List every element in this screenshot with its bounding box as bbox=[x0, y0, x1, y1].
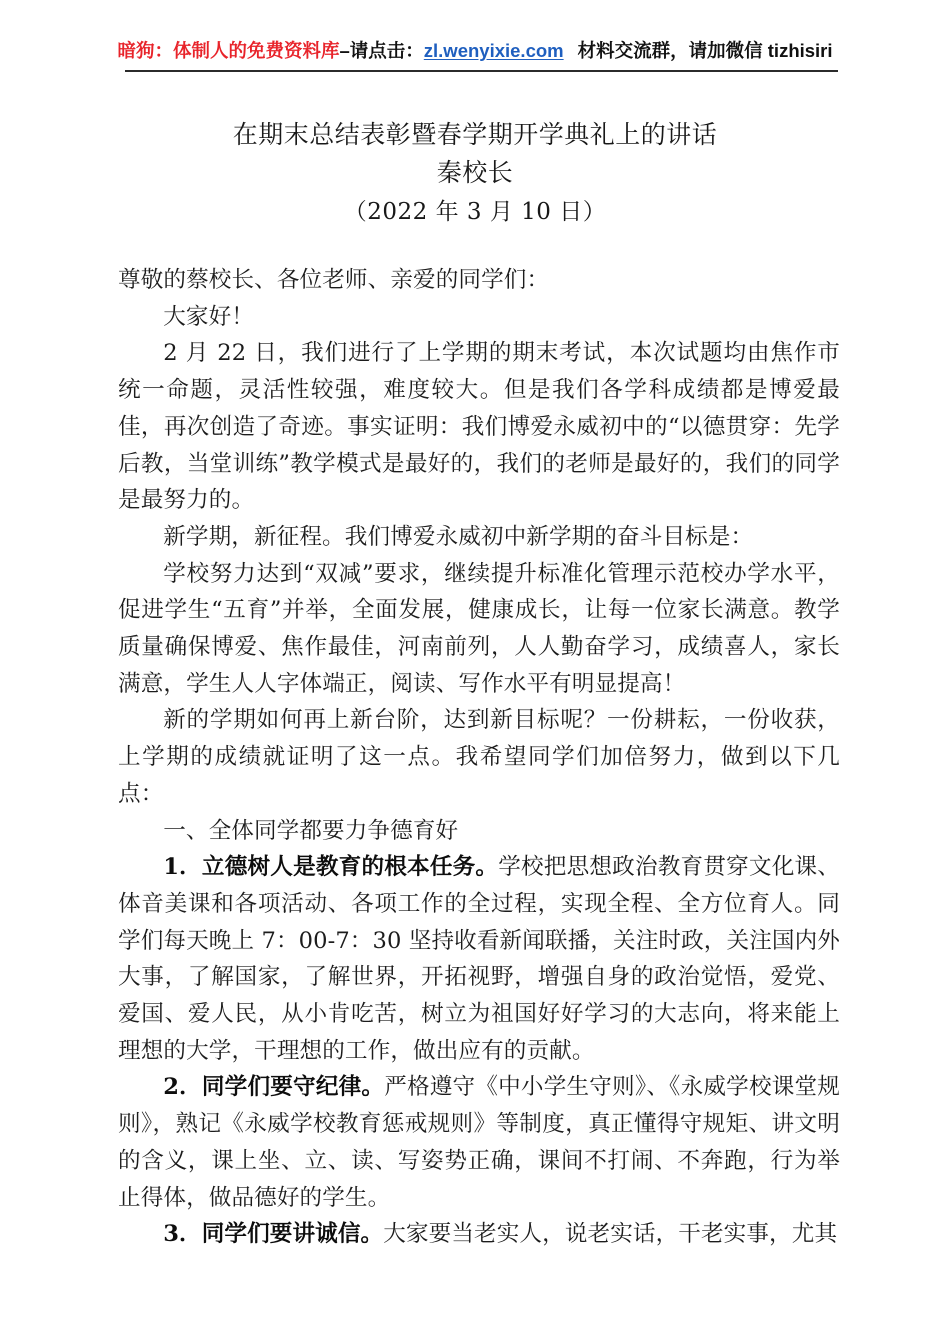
paragraph-exam-results: 2 月 22 日，我们进行了上学期的期末考试，本次试题均由焦作市统一命题，灵活性较强，难度较大。但是我们各学科成绩都是博爱最佳，再次创造了奇迹。事实证明：我们博爱永威初中的“以德贯穿：先学后教，当堂训练”教学模式是最好的，我们的老师是最好的，我们的同学是最努力的。 bbox=[118, 340, 840, 514]
paragraph-item-2 bbox=[118, 1069, 840, 1216]
paragraph-salutation: 尊敬的蔡校长、各位老师、亲爱的同学们： bbox=[118, 267, 550, 293]
section-heading-one: 一、全体同学都要力争德育好 bbox=[163, 817, 459, 844]
item-1-heading: 1．立德树人是教育的根本任务。 bbox=[163, 854, 499, 881]
item-3-text: 大家要当老实人，说老实话，干老实事，尤其 bbox=[383, 1221, 838, 1248]
document-date: （2022 年 3 月 10 日） bbox=[343, 199, 607, 225]
promo-red-text: 暗狗：体制人的免费资料库 bbox=[117, 40, 340, 61]
paragraph-how-to-improve: 新的学期如何再上新台阶，达到新目标呢？一份耕耘，一份收获，上学期的成绩就证明了这一点。我希望同学们加倍努力，做到以下几点： bbox=[118, 707, 840, 807]
item-2-heading: 2．同学们要守纪律。 bbox=[163, 1074, 385, 1101]
promo-link[interactable]: zl.wenyixie.com bbox=[423, 40, 564, 61]
item-3-heading: 3．同学们要讲诚信。 bbox=[163, 1221, 384, 1248]
paragraph-item-3 bbox=[118, 1216, 840, 1253]
document-author: 秦校长 bbox=[436, 158, 514, 187]
promo-banner bbox=[0, 38, 950, 64]
page-title: 在期末总结表彰暨春学期开学典礼上的讲话 bbox=[232, 120, 718, 149]
paragraph-greeting: 大家好！ bbox=[163, 303, 254, 330]
document-body bbox=[118, 262, 840, 1253]
promo-prompt-text: –请点击： bbox=[339, 40, 424, 61]
item-1-text: 学校把思想政治教育贯穿文化课、体音美课和各项活动、各项工作的全过程，实现全程、全方位育人。同学们每天晚上 7：00-7：30 坚持收看新闻联播，关注时政，关注国内外大事，了解国家，了解世界，开拓视野，增强自身的政治觉悟，爱党、爱国、爱人民，从小肯吃苦，树立为祖国好好学习的大志向，将来能上理想的大学，干理想的工作，做出应有的贡献。 bbox=[118, 854, 840, 1064]
paragraph-item-1 bbox=[118, 849, 840, 1069]
item-2-text: 严格遵守《中小学生守则》、《永威学校课堂规则》，熟记《永威学校教育惩戒规则》等制度，真正懂得守规矩、讲文明的含义，课上坐、立、读、写姿势正确，课间不打闹、不奔跑，行为举止得体，做品德好的学生。 bbox=[118, 1074, 840, 1211]
paragraph-goals: 学校努力达到“双减”要求，继续提升标准化管理示范校办学水平，促进学生“五育”并举，全面发展，健康成长，让每一位家长满意。教学质量确保博爱、焦作最佳，河南前列，人人勤奋学习，成绩喜人，家长满意，学生人人字体端正，阅读、写作水平有明显提高！ bbox=[118, 560, 840, 697]
promo-line bbox=[117, 38, 832, 64]
paragraph-new-term: 新学期，新征程。我们博爱永威初中新学期的奋斗目标是： bbox=[163, 523, 754, 550]
banner-divider bbox=[125, 70, 838, 72]
title-block bbox=[0, 116, 950, 232]
promo-wechat-text: 材料交流群，请加微信 tizhisiri bbox=[577, 40, 833, 61]
